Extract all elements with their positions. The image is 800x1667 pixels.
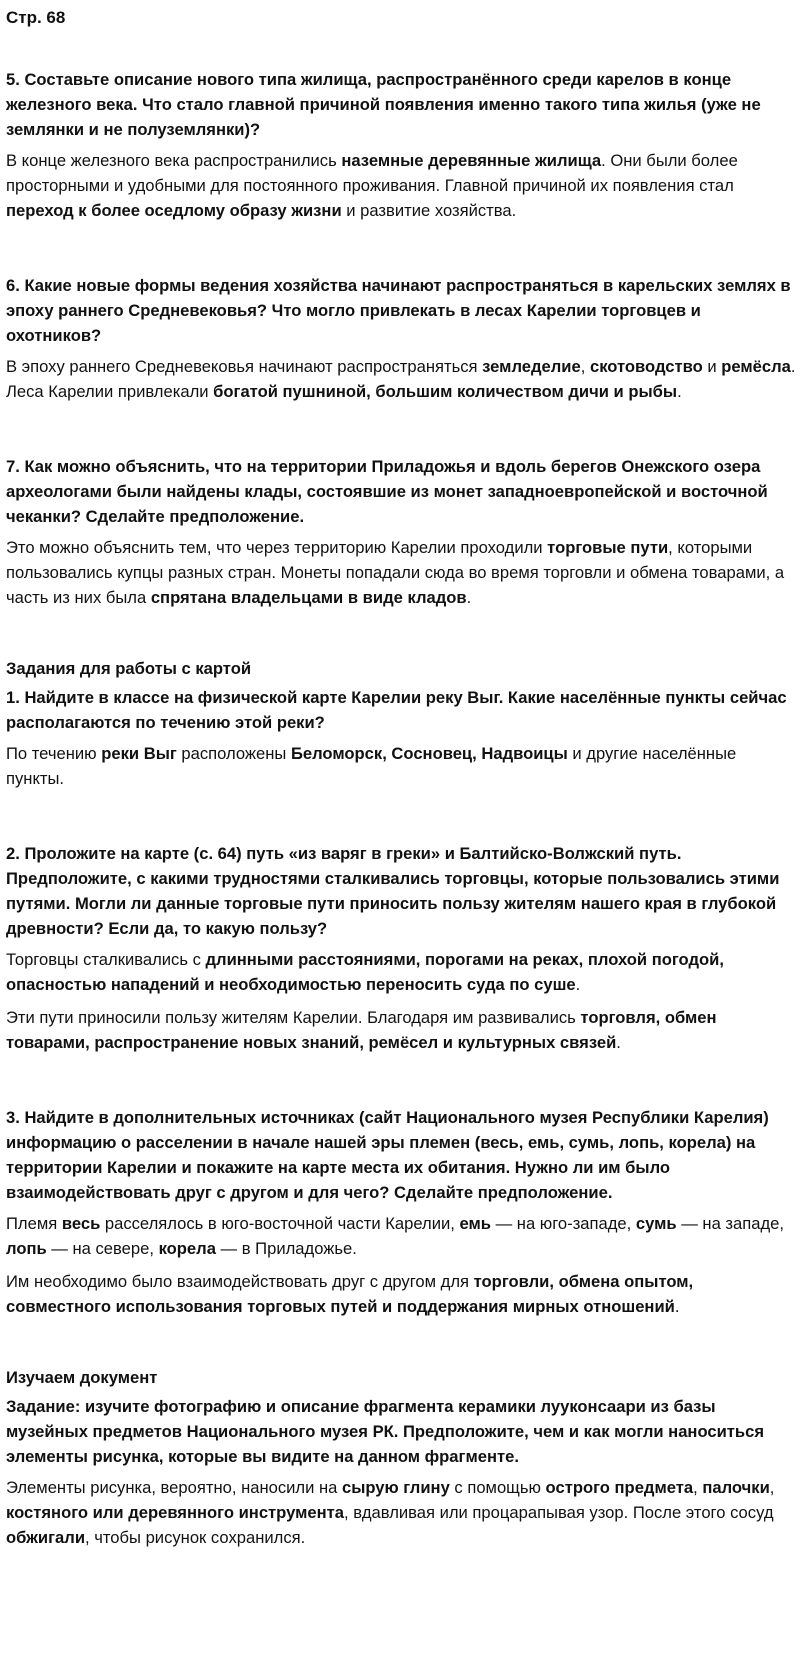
document-section-heading: Изучаем документ [6,1368,158,1387]
map-answer-3a: Племя весь расселялось в юго-восточной части Карелии, емь — на юго-западе, сумь — на западе, лопь — на севере, корела — в Приладожье. [6,1214,784,1258]
page-number: Стр. 68 [6,8,66,27]
bold-text: скотоводство [589,357,703,376]
bold-text: торговли, обмена опытом, совместного использования торговых путей и поддержания мирных отношений [6,1272,694,1316]
bold-text: Беломорск, Сосновец, Надвоицы [290,744,568,763]
bold-text: спрятана владельцами в виде кладов [150,588,467,607]
document-question: Задание: изучите фотографию и описание фрагмента керамики лууконсаари из базы музейных предметов Национального музея РК. Предположите, чем и как могли наноситься элементы рисунка, которые вы видите на данном фрагменте. [6,1397,765,1466]
map-task-3 [6,1105,796,1319]
spacer [6,1327,796,1365]
bold-text: сумь [635,1214,677,1233]
spacer [6,231,796,273]
bold-text: торговля, обмен товарами, распространение новых знаний, ремёсел и культурных связей [6,1008,717,1052]
bold-text: корела [158,1239,216,1258]
bold-text: реки Выг [101,744,177,763]
bold-text: лопь [6,1239,47,1258]
question-7: 7. Как можно объяснить, что на территории Приладожья и вдоль берегов Онежского озера археологами были найдены клады, состоявшие из монет западноевропейской и восточной чеканки? Сделайте предположение. [6,457,768,526]
spacer [6,1063,796,1105]
answer-6: В эпоху раннего Средневековья начинают распространяться земледелие, скотоводство и ремёсла. Леса Карелии привлекали богатой пушниной, большим количеством дичи и рыбы. [6,357,796,401]
bold-text: длинными расстояниями, порогами на реках, плохой погодой, опасностью нападений и необходимостью переносить суда по суше [6,950,724,994]
bold-text: переход к более оседлому образу жизни [6,201,342,220]
map-answer-3b: Им необходимо было взаимодействовать друг с другом для торговли, обмена опытом, совместного использования торговых путей и поддержания мирных отношений. [6,1272,694,1316]
map-answer-1: По течению реки Выг расположены Беломорск, Сосновец, Надвоицы и другие населённые пункты. [6,744,737,788]
document-answer: Элементы рисунка, вероятно, наносили на сырую глину с помощью острого предмета, палочки, костяного или деревянного инструмента, вдавливая или процарапывая узор. После этого сосуд обжигали, чтобы рисунок сохранился. [6,1478,775,1547]
bold-text: весь [61,1214,101,1233]
bold-text: костяного или деревянного инструмента [6,1503,344,1522]
bold-text: богатой пушниной, большим количеством дичи и рыбы [213,382,678,401]
bold-text: земледелие [482,357,581,376]
bold-text: торговые пути [547,538,669,557]
map-question-3: 3. Найдите в дополнительных источниках (сайт Национального музея Республики Карелия) информацию о расселении в начале нашей эры племен (весь, емь, сумь, лопь, корела) на территории Карелии и покажите на карте места их обитания. Нужно ли им было взаимодействовать друг с другом и для чего? Сделайте предположение. [6,1108,769,1202]
answer-5: В конце железного века распространились наземные деревянные жилища. Они были более просторными и удобными для постоянного проживания. Главной причиной их появления стал переход к более оседлому образу жизни и развитие хозяйства. [6,151,738,220]
bold-text: емь [459,1214,491,1233]
map-answer-2a: Торговцы сталкивались с длинными расстояниями, порогами на реках, плохой погодой, опасностью нападений и необходимостью переносить суда по суше. [6,950,724,994]
spacer [6,412,796,454]
answer-7: Это можно объяснить тем, что через территорию Карелии проходили торговые пути, которыми пользовались купцы разных стран. Монеты попадали сюда во время торговли и обмена товарами, а часть из них была спрятана владельцами в виде кладов. [6,538,785,607]
map-question-2: 2. Проложите на карте (с. 64) путь «из варяг в греки» и Балтийско-Волжский путь. Предположите, с какими трудностями сталкивались торговцы, которые пользовались этими путями. Могли ли данные торговые пути приносить пользу жителям нашего края в глубокой древности? Если да, то какую пользу? [6,844,780,938]
bold-text: ремёсла [721,357,791,376]
map-task-1 [6,685,796,791]
question-6: 6. Какие новые формы ведения хозяйства начинают распространяться в карельских землях в эпоху раннего Средневековья? Что могло привлекать в лесах Карелии торговцев и охотников? [6,276,791,345]
map-task-2 [6,841,796,1055]
bold-text: обжигали [6,1528,86,1547]
question-block-5 [6,67,796,223]
document-task [6,1394,796,1550]
map-section-heading: Задания для работы с картой [6,659,252,678]
bold-text: сырую глину [341,1478,450,1497]
bold-text: наземные деревянные жилища [341,151,602,170]
map-question-1: 1. Найдите в классе на физической карте Карелии реку Выг. Какие населённые пункты сейчас располагаются по течению этой реки? [6,688,787,732]
question-block-6 [6,273,796,404]
spacer [6,618,796,656]
bold-text: палочки [702,1478,770,1497]
question-block-7 [6,454,796,610]
spacer [6,799,796,841]
question-5: 5. Составьте описание нового типа жилища, распространённого среди карелов в конце железного века. Что стало главной причиной появления именно такого типа жилья (уже не землянки и не полуземлянки)? [6,70,761,139]
bold-text: острого предмета [545,1478,694,1497]
map-answer-2b: Эти пути приносили пользу жителям Карелии. Благодаря им развивались торговля, обмен товарами, распространение новых знаний, ремёсел и культурных связей. [6,1008,717,1052]
